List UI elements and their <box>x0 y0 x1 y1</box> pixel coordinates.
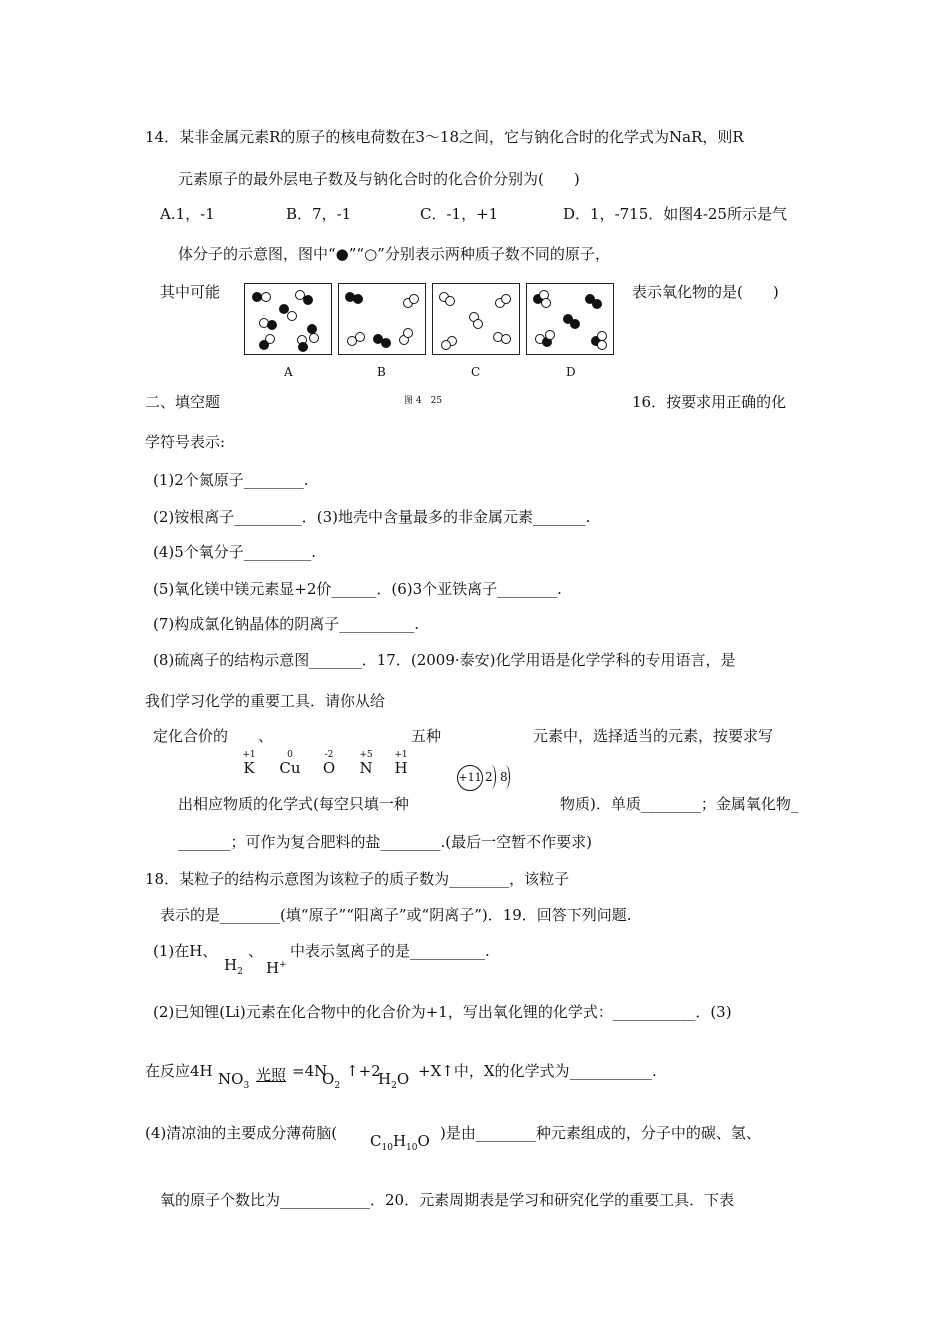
q17-line4-left: 出相应物质的化学式(每空只填一种 <box>178 795 409 813</box>
q14-option-c: C．-1，+1 <box>420 205 499 223</box>
q16-item-2: (2)铵根离子_________．(3)地壳中含量最多的非金属元素_______. <box>153 508 591 526</box>
q15-left-text: 其中可能 <box>160 283 221 301</box>
q14-stem-line1: 14．某非金属元素R的原子的核电荷数在3～18之间，它与钠化合时的化学式为NaR，则R <box>145 128 744 146</box>
caption-c: C <box>471 365 481 379</box>
q16-item-1: (1)2个氮原子________. <box>153 471 309 489</box>
q19-part1-end: 中表示氢离子的是__________. <box>290 942 490 960</box>
figure-label: 图 4 25 <box>404 396 443 406</box>
atom-k: +1 K <box>242 750 256 777</box>
molecule-box-b <box>338 283 426 355</box>
q19-part3-mid: =4N <box>292 1062 328 1080</box>
formula-o2: $O_2$ <box>322 1070 341 1091</box>
q15-stem-line: 体分子的示意图，图中“●”“○”分别表示两种质子数不同的原子， <box>178 245 610 263</box>
q19-part3-end: +X↑中，X的化学式为___________. <box>418 1062 657 1080</box>
q14-option-a: A.1，-1 <box>160 205 215 223</box>
q17-line4-right: 物质)．单质________；金属氧化物_ <box>560 795 799 813</box>
q19-part4-end: )是由________种元素组成的，分子中的碳、氢、 <box>440 1124 761 1142</box>
molecule-box-c <box>432 283 520 355</box>
q17-line3-left: 定化合价的 <box>153 727 229 745</box>
q16-item-5: (5)氧化镁中镁元素显+2价______．(6)3个亚铁离子________. <box>153 580 562 598</box>
caption-b: B <box>377 365 386 379</box>
formula-no3: $NO_3$ <box>218 1070 250 1091</box>
q19-part4-start: (4)清凉油的主要成分薄荷脑( <box>145 1124 338 1142</box>
q16-item-8: (8)硫离子的结构示意图_______．17．(2009·泰安)化学用语是化学学科的专用语言，是 <box>153 651 736 669</box>
formula-c10h10o: $C_{10}H_{10}O$ <box>370 1132 430 1153</box>
section-title: 二、填空题 <box>145 393 221 411</box>
atomic-structure-diagram <box>457 765 521 791</box>
atom-n: +5 N <box>359 750 373 777</box>
atom-o: -2 O <box>322 750 336 777</box>
q14-stem-line2: 元素原子的最外层电子数及与钠化合时的化合价分别为( ) <box>178 170 580 188</box>
atom-h: +1 H <box>394 750 408 777</box>
q19-part3-start: 在反应4H <box>145 1062 213 1080</box>
q14-option-b: B．7，-1 <box>286 205 352 223</box>
q14-option-d: D．1，-715．如图4-25所示是气 <box>563 205 787 223</box>
caption-d: D <box>566 365 576 379</box>
atom-cu: 0 Cu <box>279 750 301 777</box>
reaction-condition: 光照 <box>256 1066 287 1084</box>
atom-separator: 、 <box>258 727 274 745</box>
molecule-box-d <box>526 283 614 355</box>
five-kinds-text: 五种 <box>411 727 442 745</box>
formula-h2o: $H_2O$ <box>378 1070 410 1091</box>
q16-continued: 学符号表示: <box>145 433 226 451</box>
shell-1: 2 <box>485 770 493 784</box>
q18-line2: 表示的是________(填“原子”“阳离子”或“阴离子”)．19．回答下列问题. <box>160 906 632 924</box>
q17-line2: 我们学习化学的重要工具．请你从给 <box>145 692 386 710</box>
shell-2: 8 <box>500 770 508 784</box>
molecule-box-a <box>244 283 332 355</box>
q19-part1-start: (1)在H、 <box>153 942 218 960</box>
nucleus: +11 <box>457 765 483 791</box>
q16-head: 16．按要求用正确的化 <box>632 393 787 411</box>
formula-h-plus: H+ <box>266 959 287 977</box>
q19-part1-sep: 、 <box>248 942 264 960</box>
q19-part5: 氧的原子个数比为____________．20．元素周期表是学习和研究化学的重要工具．下表 <box>160 1191 735 1209</box>
q17-line5: _______；可作为复合肥料的盐________.(最后一空暂不作要求) <box>178 833 592 851</box>
q15-right-text: 表示氧化物的是( ) <box>632 283 779 301</box>
q19-part2: (2)已知锂(Li)元素在化合物中的化合价为+1，写出氧化锂的化学式：___________．(3) <box>153 1003 732 1021</box>
q16-item-4: (4)5个氧分子_________. <box>153 543 317 561</box>
q19-part3-arrow: ↑+2 <box>346 1062 381 1080</box>
q16-item-7: (7)构成氯化钠晶体的阴离子__________. <box>153 615 420 633</box>
q17-line3-right: 元素中，选择适当的元素，按要求写 <box>533 727 774 745</box>
q18-line1: 18．某粒子的结构示意图为该粒子的质子数为________，该粒子 <box>145 870 570 888</box>
caption-a: A <box>284 365 293 379</box>
formula-h2: $H_2$ <box>224 956 243 977</box>
